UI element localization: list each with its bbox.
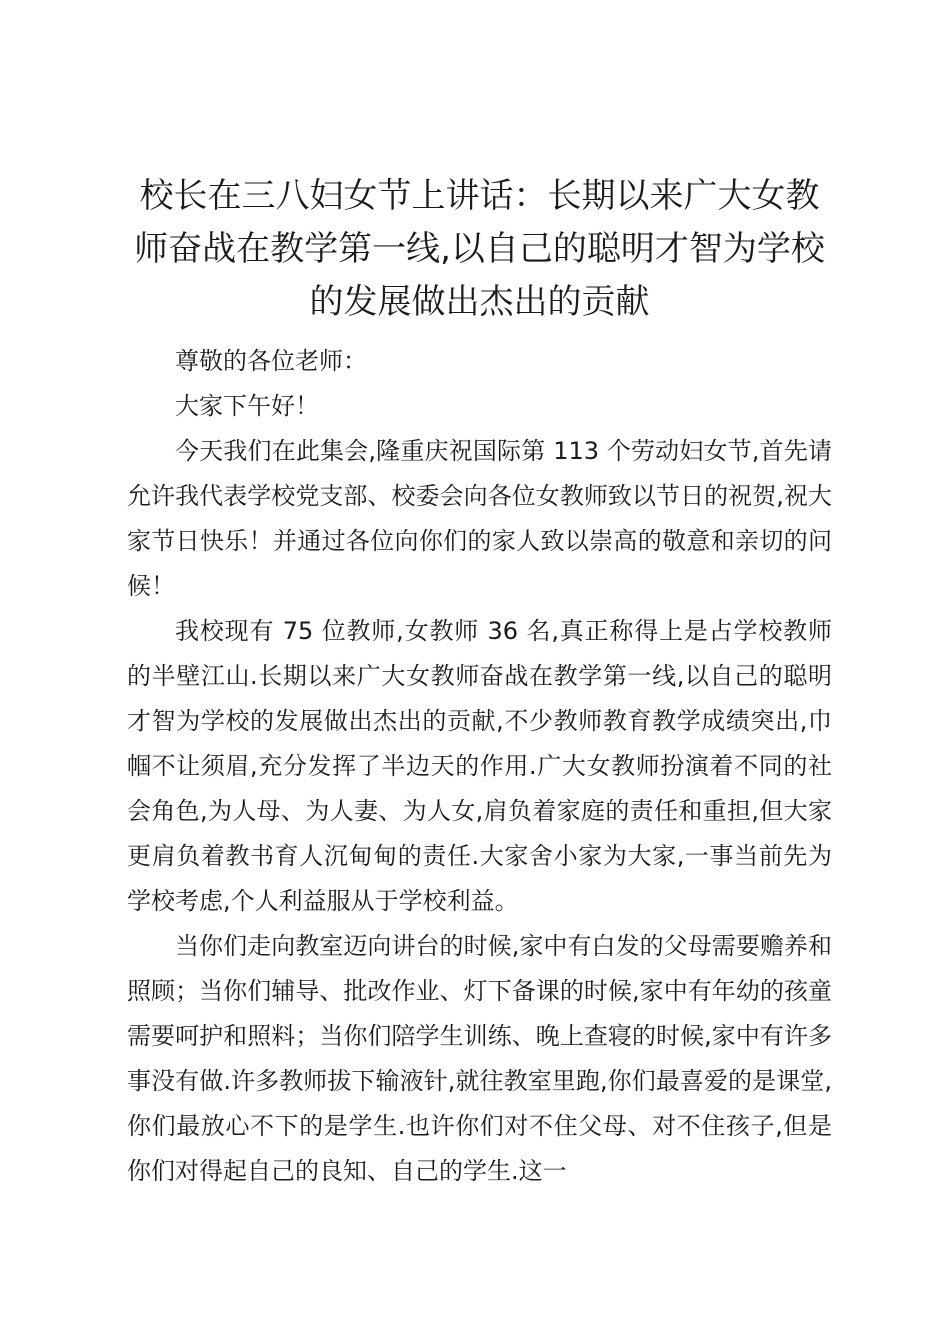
paragraph: 我校现有 75 位教师,女教师 36 名,真正称得上是占学校教师的半壁江山.长期以来广大女教师奋战在教学第一线,以自己的聪明才智为学校的发展做出杰出的贡献,不少教师教育教学成绩突出,巾帼不让须眉,充分发挥了半边天的作用.广大女教师扮演着不同的社会角色,为人母、为人妻、为人女,肩负着家庭的责任和重担,但大家更肩负着教书育人沉甸甸的责任.大家舍小家为大家,一事当前先为学校考虑,个人利益服从于学校利益。	[127, 617, 832, 915]
salutation: 尊敬的各位老师：	[175, 347, 367, 375]
paragraph: 今天我们在此集会,隆重庆祝国际第 113 个劳动妇女节,首先请允许我代表学校党支部、校委会向各位女教师致以节日的祝贺,祝大家节日快乐！并通过各位向你们的家人致以崇高的敬意和亲切的问候！	[127, 437, 832, 600]
greeting: 大家下午好！	[175, 392, 319, 420]
document-title: 校长在三八妇女节上讲话：长期以来广大女教师奋战在教学第一线,以自己的聪明才智为学校的发展做出杰出的贡献	[134, 176, 825, 322]
paragraph: 当你们走向教室迈向讲台的时候,家中有白发的父母需要赡养和照顾；当你们辅导、批改作业、灯下备课的时候,家中有年幼的孩童需要呵护和照料；当你们陪学生训练、晚上查寝的时候,家中有许多事没有做.许多教师拔下输液针,就往教室里跑,你们最喜爱的是课堂,你们最放心不下的是学生.也许你们对不住父母、对不住孩子,但是你们对得起自己的良知、自己的学生.这一	[127, 932, 832, 1185]
document-page	[127, 170, 832, 1194]
document-body	[127, 339, 832, 1194]
